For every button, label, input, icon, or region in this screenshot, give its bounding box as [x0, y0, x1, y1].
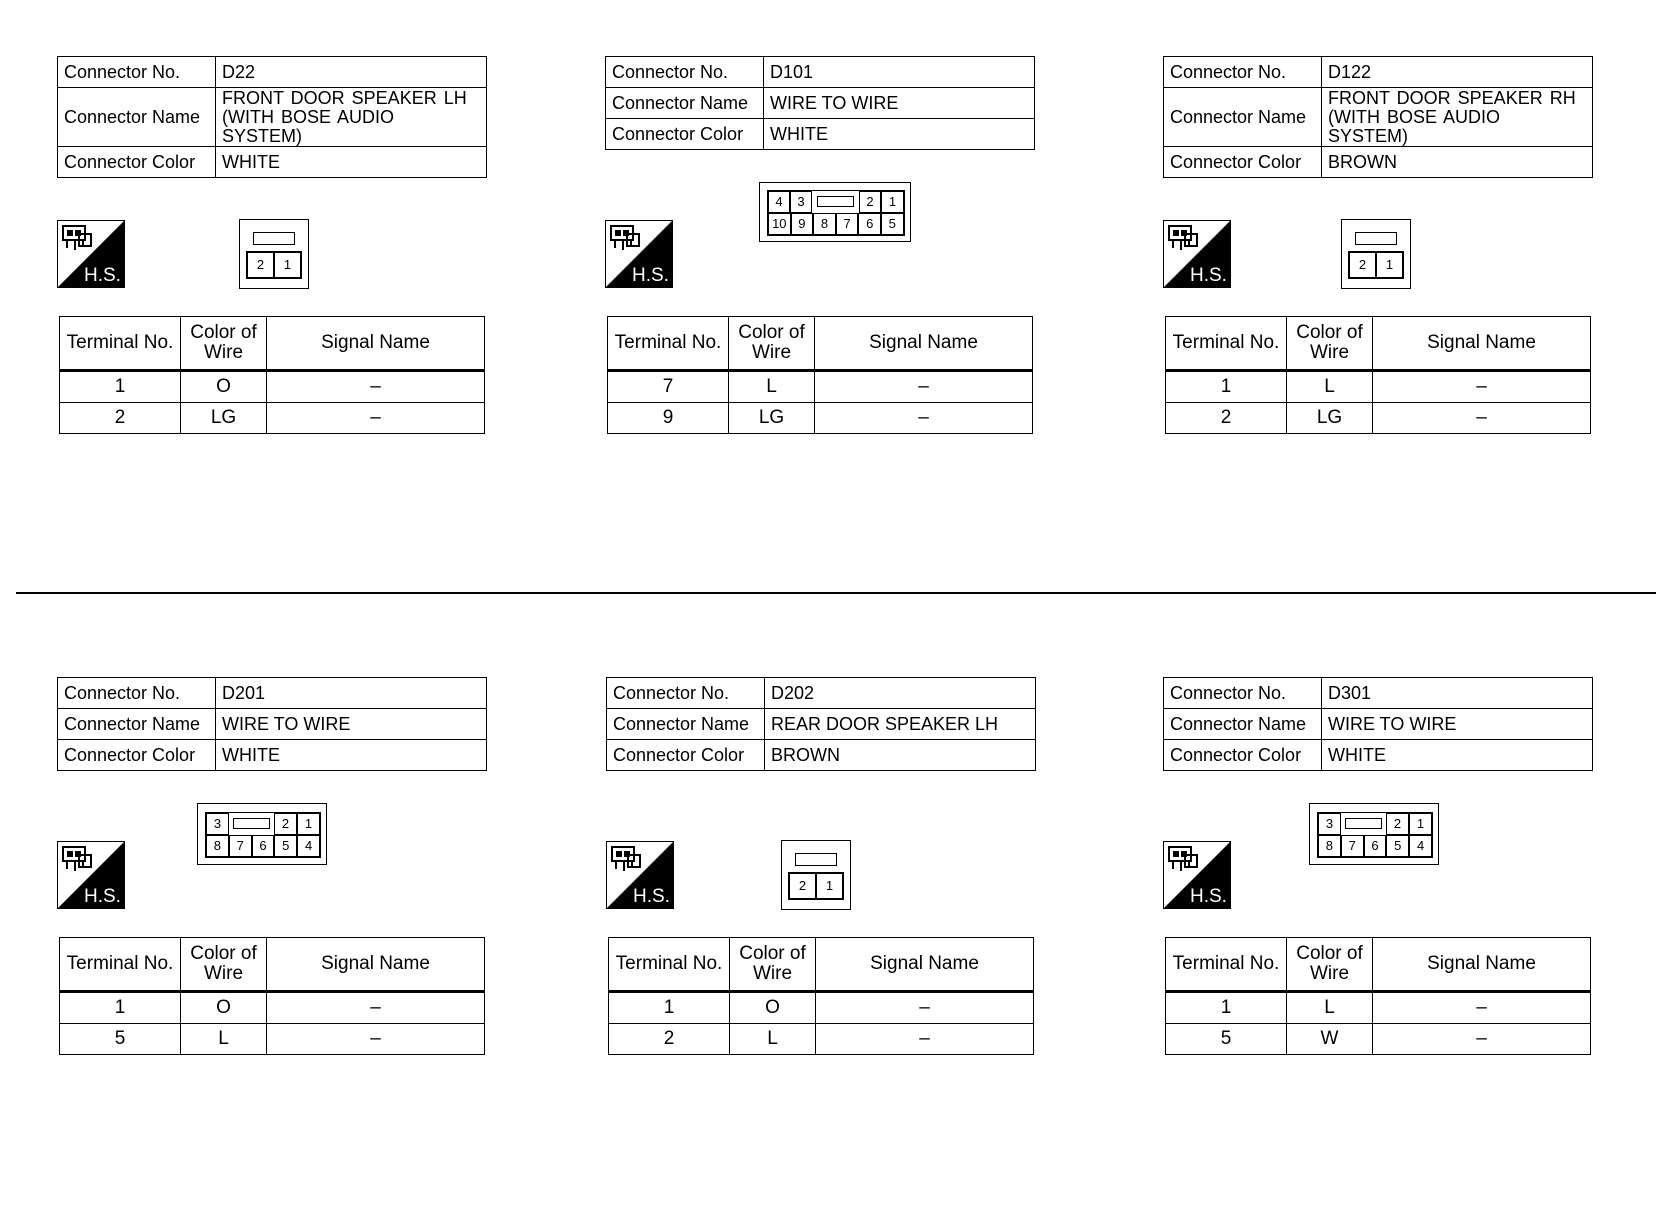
terminal-row: [609, 992, 1034, 1024]
wire-color-cell: L: [1287, 992, 1373, 1024]
pin-cell: 2: [1349, 252, 1376, 278]
connector-block: [605, 56, 1035, 456]
connector-no-label: Connector No.: [58, 57, 216, 88]
connector-color-value: BROWN: [765, 740, 1036, 771]
connector-name-row: [606, 88, 1035, 119]
wire-color-cell: L: [1287, 371, 1373, 403]
connector-name-label: Connector Name: [58, 88, 216, 147]
signal-name-cell: –: [816, 992, 1034, 1024]
connector-no-value: D202: [765, 678, 1036, 709]
connector-info-table: [606, 677, 1036, 771]
signal-name-cell: –: [1373, 992, 1591, 1024]
signal-name-cell: –: [816, 1024, 1034, 1055]
color-of-wire-header: Color of Wire: [730, 938, 816, 992]
signal-name-header: Signal Name: [815, 317, 1033, 371]
pin-cavity: [246, 251, 302, 279]
pin-cell: 4: [1409, 835, 1432, 857]
connector-no-label: Connector No.: [58, 678, 216, 709]
connector-no-value: D22: [216, 57, 487, 88]
terminal-row: [608, 371, 1033, 403]
color-of-wire-header: Color of Wire: [181, 938, 267, 992]
pin-cell: 7: [1341, 835, 1364, 857]
terminal-row: [1166, 1024, 1591, 1055]
pin-cell: 5: [881, 213, 904, 235]
terminal-header-row: [609, 938, 1034, 992]
pin-cavity: [1348, 251, 1404, 279]
pin-cell: 2: [247, 252, 274, 278]
pin-cell: 7: [836, 213, 859, 235]
wire-color-cell: O: [730, 992, 816, 1024]
connector-no-row: [58, 57, 487, 88]
connector-no-value: D101: [764, 57, 1035, 88]
connector-color-label: Connector Color: [1164, 740, 1322, 771]
connector-color-row: [1164, 147, 1593, 178]
wire-color-cell: W: [1287, 1024, 1373, 1055]
connector-housing: [759, 182, 911, 242]
signal-name-cell: –: [815, 403, 1033, 434]
connector-color-label: Connector Color: [606, 119, 764, 150]
connector-color-label: Connector Color: [58, 740, 216, 771]
terminal-no-cell: 5: [60, 1024, 181, 1055]
terminal-no-header: Terminal No.: [608, 317, 729, 371]
connector-name-label: Connector Name: [606, 88, 764, 119]
connector-name-label: Connector Name: [1164, 88, 1322, 147]
connector-housing: [1341, 219, 1411, 289]
harness-side-icon: [605, 220, 673, 288]
connector-housing: [781, 840, 851, 910]
pin-cell: 2: [274, 813, 297, 835]
terminal-header-row: [1166, 317, 1591, 371]
pin-cell: 1: [274, 252, 301, 278]
hs-label: H.S.: [632, 265, 669, 286]
terminal-row: [608, 403, 1033, 434]
wire-color-cell: LG: [729, 403, 815, 434]
connector-lock: [253, 232, 295, 245]
pin-cell: 5: [274, 835, 297, 857]
connector-color-value: WHITE: [216, 147, 487, 178]
connector-no-value: D122: [1322, 57, 1593, 88]
pin-cell: 7: [229, 835, 252, 857]
connector-housing: [239, 219, 309, 289]
connector-no-label: Connector No.: [606, 57, 764, 88]
connector-lock: [795, 853, 837, 866]
connector-no-row: [1164, 678, 1593, 709]
connector-color-label: Connector Color: [1164, 147, 1322, 178]
signal-name-header: Signal Name: [267, 317, 485, 371]
terminal-no-cell: 5: [1166, 1024, 1287, 1055]
terminal-no-header: Terminal No.: [60, 938, 181, 992]
connector-name-label: Connector Name: [1164, 709, 1322, 740]
connector-block: [57, 56, 487, 456]
harness-side-icon: [1163, 841, 1231, 909]
terminal-row: [1166, 403, 1591, 434]
signal-name-cell: –: [1373, 371, 1591, 403]
pin-cell: 3: [790, 191, 812, 213]
connector-no-row: [606, 57, 1035, 88]
terminal-no-cell: 2: [60, 403, 181, 434]
connector-lock: [1355, 232, 1397, 245]
pin-cell: 8: [813, 213, 836, 235]
connector-lock: [233, 818, 270, 829]
section-divider: [16, 592, 1656, 594]
connector-name-label: Connector Name: [58, 709, 216, 740]
connector-name-row: [58, 709, 487, 740]
hs-label: H.S.: [84, 265, 121, 286]
terminal-row: [60, 371, 485, 403]
pin-cell: 8: [206, 835, 229, 857]
connector-color-label: Connector Color: [58, 147, 216, 178]
pin-cell: 3: [1318, 813, 1341, 835]
connector-info-table: [57, 677, 487, 771]
signal-name-cell: –: [267, 992, 485, 1024]
terminal-row: [60, 1024, 485, 1055]
connector-color-value: BROWN: [1322, 147, 1593, 178]
terminal-no-cell: 1: [1166, 992, 1287, 1024]
connector-lock: [1345, 818, 1382, 829]
pin-cell: 4: [297, 835, 320, 857]
connector-name-row: [1164, 709, 1593, 740]
pin-cell: 2: [789, 873, 816, 899]
signal-name-header: Signal Name: [816, 938, 1034, 992]
connector-no-value: D301: [1322, 678, 1593, 709]
pin-cavity: [1317, 812, 1433, 858]
connector-block: [1163, 677, 1593, 1077]
connector-info-table: [57, 56, 487, 178]
signal-name-cell: –: [267, 371, 485, 403]
wire-color-cell: O: [181, 371, 267, 403]
harness-side-icon: [606, 841, 674, 909]
connector-name-row: [607, 709, 1036, 740]
wire-color-cell: LG: [181, 403, 267, 434]
terminal-header-row: [60, 317, 485, 371]
signal-name-cell: –: [267, 403, 485, 434]
hs-label: H.S.: [633, 886, 670, 907]
terminal-no-header: Terminal No.: [1166, 317, 1287, 371]
connector-color-row: [58, 740, 487, 771]
connector-color-row: [58, 147, 487, 178]
connector-name-value: REAR DOOR SPEAKER LH: [765, 709, 1036, 740]
wire-color-cell: O: [181, 992, 267, 1024]
connector-color-row: [607, 740, 1036, 771]
terminal-row: [60, 992, 485, 1024]
wire-color-cell: L: [729, 371, 815, 403]
pin-cell: 1: [881, 191, 904, 213]
signal-name-header: Signal Name: [1373, 938, 1591, 992]
connector-name-label: Connector Name: [607, 709, 765, 740]
connector-color-value: WHITE: [1322, 740, 1593, 771]
pin-cell: 8: [1318, 835, 1341, 857]
terminal-no-cell: 2: [1166, 403, 1287, 434]
terminal-header-row: [608, 317, 1033, 371]
terminal-no-header: Terminal No.: [609, 938, 730, 992]
pin-cell: 10: [768, 213, 791, 235]
connector-no-value: D201: [216, 678, 487, 709]
connector-info-table: [1163, 677, 1593, 771]
connector-color-row: [606, 119, 1035, 150]
color-of-wire-header: Color of Wire: [729, 317, 815, 371]
signal-name-cell: –: [1373, 403, 1591, 434]
signal-name-header: Signal Name: [1373, 317, 1591, 371]
terminal-table: [59, 316, 485, 434]
pin-cell: 6: [1364, 835, 1387, 857]
terminal-no-header: Terminal No.: [1166, 938, 1287, 992]
connector-no-label: Connector No.: [1164, 57, 1322, 88]
signal-name-header: Signal Name: [267, 938, 485, 992]
terminal-row: [609, 1024, 1034, 1055]
connector-info-table: [1163, 56, 1593, 178]
connector-color-value: WHITE: [216, 740, 487, 771]
hs-label: H.S.: [1190, 886, 1227, 907]
connector-name-value: FRONT DOOR SPEAKER LH (WITH BOSE AUDIO SYSTEM): [216, 88, 487, 147]
terminal-no-cell: 2: [609, 1024, 730, 1055]
wire-color-cell: LG: [1287, 403, 1373, 434]
connector-no-row: [607, 678, 1036, 709]
terminal-header-row: [60, 938, 485, 992]
connector-no-row: [1164, 57, 1593, 88]
terminal-no-cell: 1: [60, 992, 181, 1024]
terminal-table: [1165, 316, 1591, 434]
connector-info-table: [605, 56, 1035, 150]
connector-housing: [1309, 803, 1439, 865]
signal-name-cell: –: [267, 1024, 485, 1055]
terminal-table: [608, 937, 1034, 1055]
pin-cell: 1: [1376, 252, 1403, 278]
terminal-table: [59, 937, 485, 1055]
connector-name-value: WIRE TO WIRE: [764, 88, 1035, 119]
pin-cell: 1: [297, 813, 320, 835]
pin-cell: 1: [816, 873, 843, 899]
terminal-row: [1166, 371, 1591, 403]
pin-cell: 6: [858, 213, 881, 235]
pin-cell: 4: [768, 191, 790, 213]
signal-name-cell: –: [815, 371, 1033, 403]
pin-cell: 6: [252, 835, 275, 857]
connector-name-value: WIRE TO WIRE: [216, 709, 487, 740]
harness-side-icon: [1163, 220, 1231, 288]
connector-no-label: Connector No.: [1164, 678, 1322, 709]
connector-name-row: [58, 88, 487, 147]
connector-color-label: Connector Color: [607, 740, 765, 771]
color-of-wire-header: Color of Wire: [1287, 317, 1373, 371]
terminal-table: [607, 316, 1033, 434]
terminal-header-row: [1166, 938, 1591, 992]
terminal-no-cell: 7: [608, 371, 729, 403]
connector-name-value: WIRE TO WIRE: [1322, 709, 1593, 740]
pin-cell: 9: [791, 213, 814, 235]
signal-name-cell: –: [1373, 1024, 1591, 1055]
color-of-wire-header: Color of Wire: [181, 317, 267, 371]
hs-label: H.S.: [1190, 265, 1227, 286]
terminal-row: [1166, 992, 1591, 1024]
terminal-no-cell: 1: [60, 371, 181, 403]
pin-cavity: [788, 872, 844, 900]
connector-color-row: [1164, 740, 1593, 771]
pin-cavity: [205, 812, 321, 858]
terminal-no-header: Terminal No.: [60, 317, 181, 371]
connector-block: [606, 677, 1036, 1077]
connector-housing: [197, 803, 327, 865]
terminal-no-cell: 1: [1166, 371, 1287, 403]
connector-lock: [817, 196, 854, 207]
pin-cell: 2: [1386, 813, 1409, 835]
connector-block: [57, 677, 487, 1077]
color-of-wire-header: Color of Wire: [1287, 938, 1373, 992]
harness-side-icon: [57, 841, 125, 909]
connector-block: [1163, 56, 1593, 456]
pin-cell: 2: [859, 191, 881, 213]
hs-label: H.S.: [84, 886, 121, 907]
pin-cell: 1: [1409, 813, 1432, 835]
harness-side-icon: [57, 220, 125, 288]
terminal-row: [60, 403, 485, 434]
pin-cavity: [767, 190, 905, 236]
pin-cell: 3: [206, 813, 229, 835]
connector-color-value: WHITE: [764, 119, 1035, 150]
connector-no-row: [58, 678, 487, 709]
wire-color-cell: L: [730, 1024, 816, 1055]
pin-cell: 5: [1386, 835, 1409, 857]
connector-name-value: FRONT DOOR SPEAKER RH (WITH BOSE AUDIO SYSTEM): [1322, 88, 1593, 147]
connector-name-row: [1164, 88, 1593, 147]
terminal-no-cell: 1: [609, 992, 730, 1024]
terminal-table: [1165, 937, 1591, 1055]
wire-color-cell: L: [181, 1024, 267, 1055]
terminal-no-cell: 9: [608, 403, 729, 434]
connector-no-label: Connector No.: [607, 678, 765, 709]
